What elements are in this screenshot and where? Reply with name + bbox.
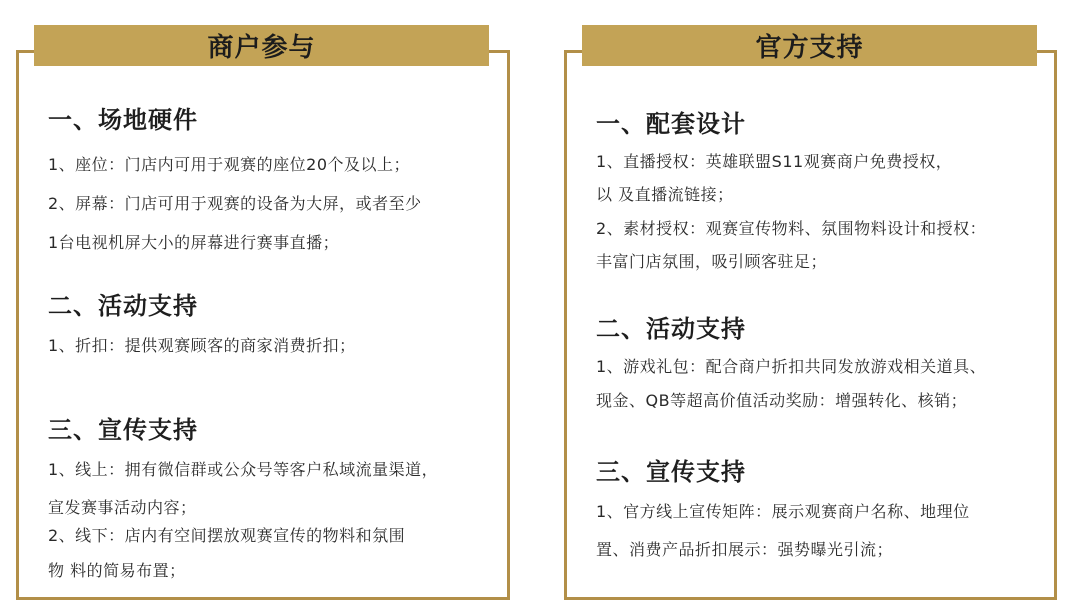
right-section-title-activity-support: 二、活动支持	[596, 315, 746, 343]
right-line-live-license-cont: 以 及直播流链接；	[596, 185, 734, 204]
left-line-online: 1、线上：拥有微信群或公众号等客户私域流量渠道，	[48, 460, 439, 479]
merchant-participation-header: 商户参与	[34, 25, 489, 66]
left-line-seats: 1、座位：门店内可用于观赛的座位20个及以上；	[48, 155, 411, 174]
right-line-live-license: 1、直播授权：英雄联盟S11观赛商户免费授权，	[596, 152, 953, 171]
left-line-screen: 2、屏幕：门店可用于观赛的设备为大屏，或者至少	[48, 194, 422, 213]
right-line-game-gift: 1、游戏礼包：配合商户折扣共同发放游戏相关道具、	[596, 357, 987, 376]
left-line-discount: 1、折扣：提供观赛顾客的商家消费折扣；	[48, 336, 356, 355]
left-line-offline-cont: 物 料的简易布置；	[48, 561, 186, 580]
right-line-official-online-cont: 置、消费产品折扣展示：强势曝光引流；	[596, 540, 894, 559]
left-line-screen-cont: 1台电视机屏大小的屏幕进行赛事直播；	[48, 233, 340, 252]
official-support-header: 官方支持	[582, 25, 1037, 66]
left-line-offline: 2、线下：店内有空间摆放观赛宣传的物料和氛围	[48, 526, 406, 545]
left-line-online-cont: 宣发赛事活动内容；	[48, 498, 197, 517]
right-line-material-license-cont: 丰富门店氛围，吸引顾客驻足；	[596, 252, 828, 271]
right-section-title-supporting-design: 一、配套设计	[596, 110, 746, 138]
right-section-title-promotion-support: 三、宣传支持	[596, 458, 746, 486]
right-line-official-online: 1、官方线上宣传矩阵：展示观赛商户名称、地理位	[596, 502, 970, 521]
left-section-title-activity-support: 二、活动支持	[48, 292, 198, 320]
left-section-title-promotion-support: 三、宣传支持	[48, 416, 198, 444]
right-line-game-gift-cont: 现金、QB等超高价值活动奖励：增强转化、核销；	[596, 391, 968, 410]
left-section-title-venue-hardware: 一、场地硬件	[48, 106, 198, 134]
right-line-material-license: 2、素材授权：观赛宣传物料、氛围物料设计和授权：	[596, 219, 987, 238]
